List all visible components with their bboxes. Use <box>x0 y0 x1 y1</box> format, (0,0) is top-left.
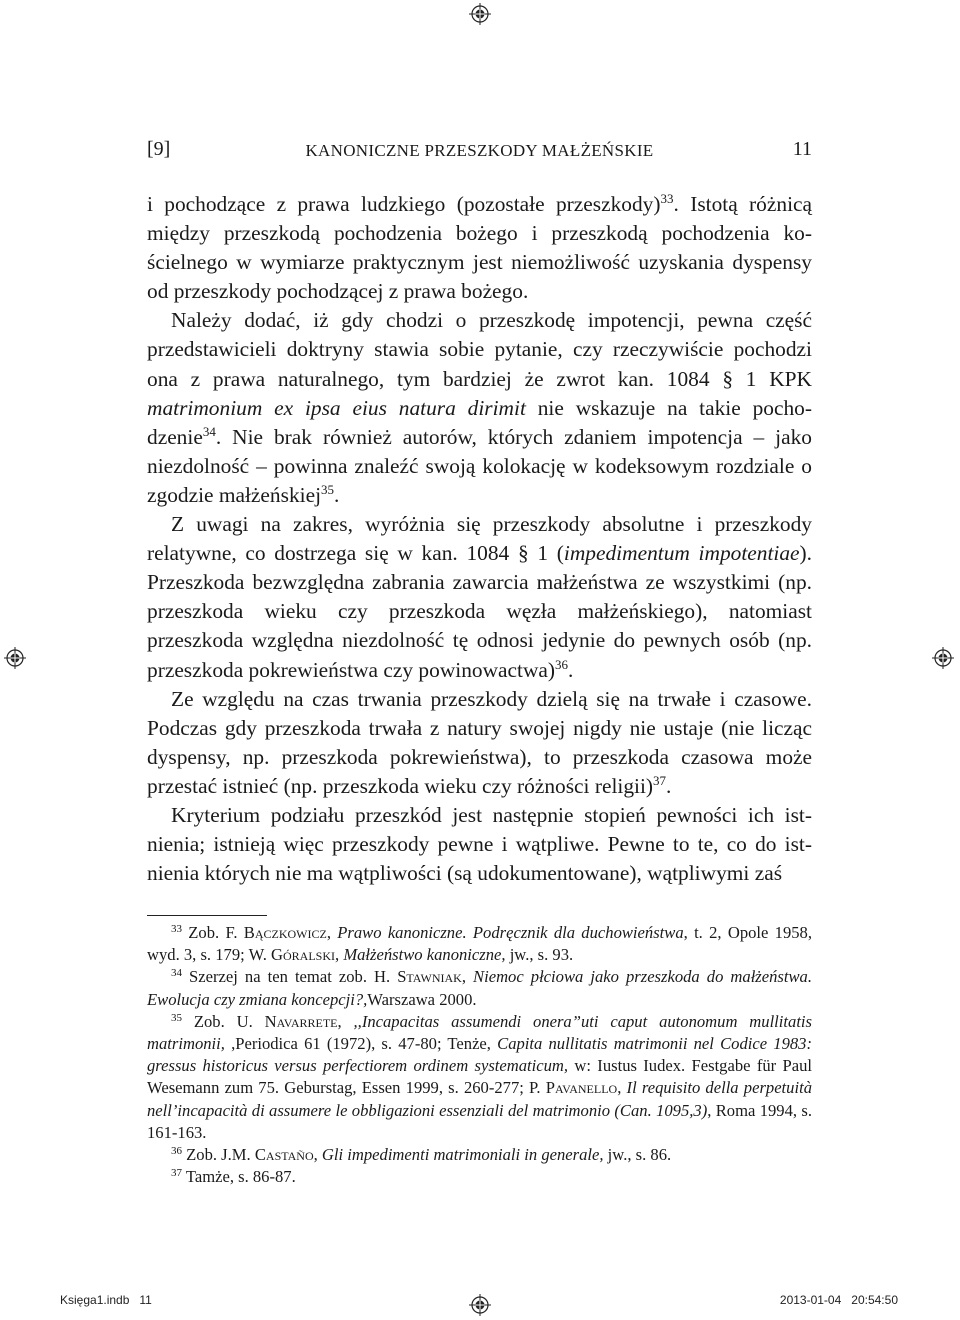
footnote-33: $^{33}$ Zob. F. Bączkowicz, Prawo kanoniczne. Podręcznik dla duchowieństwa, t. 2, Opole 1958, wyd. 3, s. 179; W. Góralski, Małżeństwo kanoniczne, jw., s. 93. <box>147 923 813 965</box>
footnotes <box>147 922 812 1188</box>
paragraph: Z uwagi na zakres, wyróżnia się przeszkody absolutne i przeszkody relatywne, co dostrzega się w kan. 1084 § 1 (impedimentum impotentiae). Przeszkoda bezwzględna zabrania zawarcia małżeństwa ze wszystkimi (np. przeszkoda wieku czy przeszkoda węzła małżeńskiego), natomiast przeszkoda względna niezdolność tę odnosi jedynie do pewnych osób (np. przeszkoda pokrewieństwa czy powinowactwa)$^{36}$. <box>147 512 813 682</box>
footnote-separator <box>147 915 267 916</box>
footnote-35: $^{35}$ Zob. U. Navarrete, ,,Incapacitas assumendi onera”uti caput autonomum mullitatis matrimonii, ,Periodica 61 (1972), s. 47-80; Tenże, Capita nullitatis matrimonii nel Codice 1983: gressus historicus versus perfectiorem ordinem systematicum, w: Iustus Iudex. Festgabe für Paul Wesemann zum 75. Geburstag, Essen 1999, s. 260-277; P. Pavanello, Il requisito della perpetuità nell’incapacità di assumere le obbligazioni essenziali del matrimonio (Can. 1095,3), Roma 1994, s. 161-163. <box>147 1011 812 1142</box>
paragraph: Należy dodać, iż gdy chodzi o przeszkodę impotencji, pewna część przedstawicieli doktryny stawia sobie pytanie, czy rzeczywiście pochodzi ona z prawa naturalnego, tym bardziej że zwrot kan. 1084 § 1 KPK matrimonium ex ipsa eius natura dirimit nie wskazuje na takie pochodzenie$^{34}$. Nie brak również autorów, których zdaniem impotencja – jako niezdolność – powinna znaleźć swoją kolokację w kodeksowym rozdziale o zgodzie małżeńskiej$^{35}$. <box>147 308 813 507</box>
footnote-ref[interactable]: 35 <box>321 481 335 497</box>
latin-term: impedimentum impotentiae <box>563 541 800 566</box>
registration-mark-icon <box>469 3 491 25</box>
registration-mark-icon <box>932 647 954 669</box>
running-title: KANONICZNE PRZESZKODY MAŁŻEŃSKIE <box>305 141 654 160</box>
paragraph: Ze względu na czas trwania przeszkody dzielą się na trwałe i czasowe. Podczas gdy przeszkoda trwała z natury swojej nigdy nie ustaje (nie licząc dyspensy, np. przeszkoda pokrewieństwa), to przeszkoda czasowa może przestać istnieć (np. przeszkoda wieku czy różności religii)$^{37}$. <box>147 686 812 798</box>
section-number: [9] <box>147 138 171 160</box>
page-number: 11 <box>792 138 812 160</box>
footnote-ref[interactable]: 36 <box>555 656 569 672</box>
section-sign: § <box>517 541 529 566</box>
footnote-34: $^{34}$ Szerzej na ten temat zob. H. Stawniak, Niemoc płciowa jako przeszkoda do małżeństwa. Ewolucja czy zmiana koncepcji?,Warszawa 2000. <box>147 967 813 1009</box>
latin-quote: matrimonium ex ipsa eius natura dirimit <box>147 395 526 420</box>
main-text <box>147 190 812 888</box>
footnote-ref[interactable]: 37 <box>653 772 667 788</box>
footnote-ref[interactable]: 33 <box>660 191 674 206</box>
slug-timestamp: 2013-01-04 20:54:50 <box>779 1293 898 1307</box>
registration-mark-icon <box>4 647 26 669</box>
footnote-37: $^{37}$ Tamże, s. 86-87. <box>171 1167 296 1187</box>
footnote-36: $^{36}$ Zob. J.M. Castaño, Gli impedimenti matrimoniali in generale, jw., s. 86. <box>171 1145 672 1165</box>
paragraph: Kryterium podziału przeszkód jest następnie stopień pewności ich istnienia; istnieją więc przeszkody pewne i wątpliwe. Pewne to te, co do istnienia których nie ma wątpliwości (są udokumentowane), wątpliwymi zaś <box>147 802 812 886</box>
running-header <box>147 138 812 164</box>
footnote-ref[interactable]: 34 <box>202 423 216 439</box>
section-sign: § <box>722 366 734 391</box>
registration-mark-icon <box>469 1294 491 1316</box>
slug-file: Księga1.indb 11 <box>60 1293 152 1307</box>
paragraph: i pochodzące z prawa ludzkiego (pozostałe przeszkody)$^{33}$. Istotą różnicą między przeszkodą pochodzenia bożego i przeszkodą pochodzenia kościelnego w wymiarze praktycznym jest niemożliwość uzyskania dyspensy od przeszkody pochodzącej z prawa bożego. <box>147 191 812 304</box>
